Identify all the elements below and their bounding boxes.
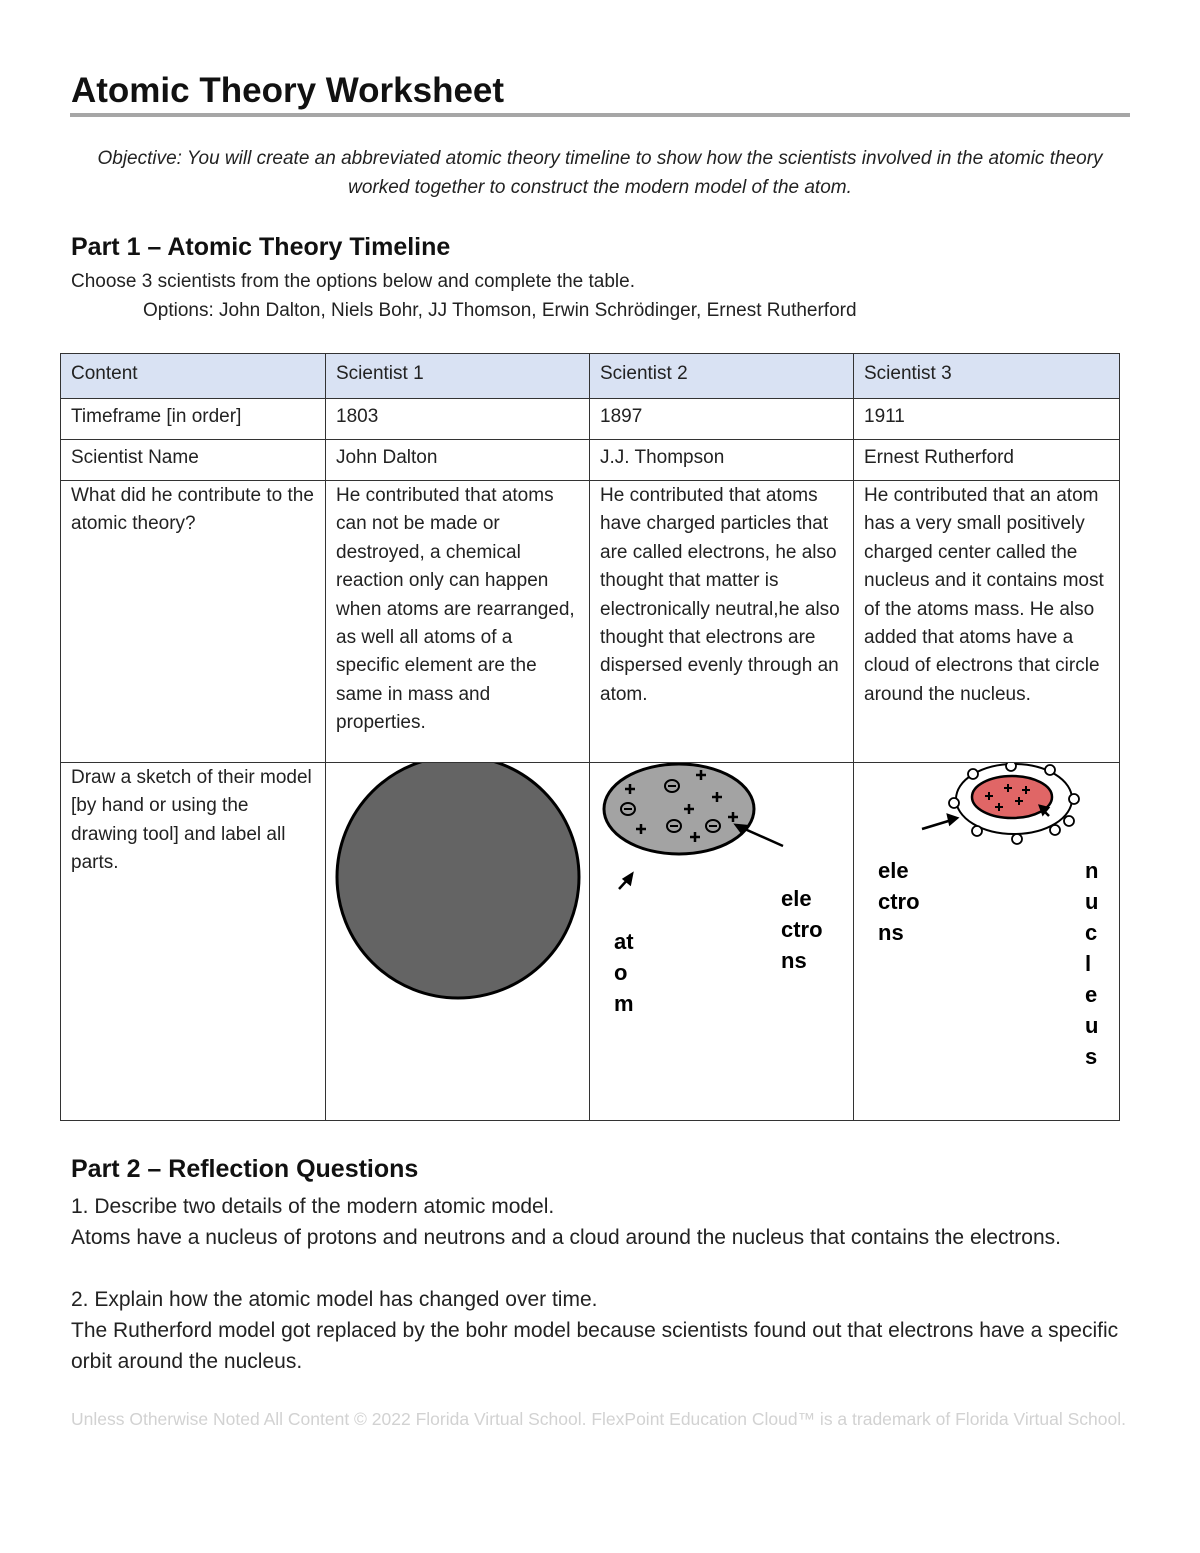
part1-options: Options: John Dalton, Niels Bohr, JJ Thomson, Erwin Schrödinger, Ernest Rutherford [143, 300, 857, 321]
svg-text:o: o [614, 960, 628, 985]
question-1: 1. Describe two details of the modern atomic model. [71, 1195, 555, 1218]
svg-text:m: m [614, 991, 634, 1016]
table-header-row [61, 354, 1120, 399]
header-cell: Scientist 2 [590, 354, 854, 399]
table-cell[interactable]: 1897 [590, 399, 854, 440]
svg-text:ctro: ctro [878, 889, 920, 914]
atom-label [614, 929, 634, 1016]
row-label [61, 763, 326, 1121]
rutherford-sketch-cell[interactable] [854, 763, 1120, 1121]
title-divider [70, 113, 1130, 117]
atom-arrow [619, 874, 632, 889]
copyright-footer: Unless Otherwise Noted All Content © 2022 Florida Virtual School. FlexPoint Education Cloud™ is a trademark of Florida Virtual School. [71, 1409, 1126, 1429]
table-cell[interactable]: He contributed that atoms can not be made or destroyed, a chemical reaction only can happen when atoms are rearranged, as well all atoms of a specific element are the same in mass and properties. [326, 481, 590, 763]
rutherford-sketch [854, 763, 1120, 1120]
nucleus [972, 776, 1052, 818]
svg-text:e: e [1085, 982, 1098, 1007]
orbit-arrow [922, 815, 957, 829]
part1-instruction: Choose 3 scientists from the options below and complete the table. [71, 271, 635, 292]
svg-text:u: u [1085, 1013, 1099, 1038]
dalton-sketch-cell[interactable] [326, 763, 590, 1121]
svg-text:l: l [1085, 951, 1092, 976]
electrons-label [781, 886, 823, 973]
electron-arrow [736, 825, 783, 846]
contribution-row [61, 481, 1120, 763]
header-cell: Content [61, 354, 326, 399]
header-cell: Scientist 1 [326, 354, 590, 399]
header-cell: Scientist 3 [854, 354, 1120, 399]
svg-text:ele: ele [781, 886, 812, 911]
sketch-row [61, 763, 1120, 1121]
page-title: Atomic Theory Worksheet [71, 71, 505, 110]
svg-text:ele: ele [878, 858, 909, 883]
dalton-sketch [326, 763, 590, 1120]
answer-1[interactable]: Atoms have a nucleus of protons and neutrons and a cloud around the nucleus that contains the electrons. [71, 1226, 1061, 1249]
answer-2[interactable]: The Rutherford model got replaced by the bohr model because scientists found out that electrons have a specific orbit around the nucleus. [71, 1319, 1119, 1373]
row-label: What did he contribute to the atomic theory? [61, 481, 326, 763]
svg-text:ns: ns [781, 948, 807, 973]
sketch-instruction: Draw a sketch of their model [by hand or using the drawing tool] and label all parts. [71, 767, 312, 874]
svg-text:ns: ns [878, 920, 904, 945]
svg-text:ctro: ctro [781, 917, 823, 942]
table-cell[interactable]: John Dalton [326, 440, 590, 481]
table-cell[interactable]: He contributed that atoms have charged particles that are called electrons, he also thought that matter is electronically neutral,he also thought that electrons are dispersed evenly through an atom. [590, 481, 854, 763]
thomson-sketch-cell[interactable] [590, 763, 854, 1121]
table-cell[interactable]: 1803 [326, 399, 590, 440]
row-label: Scientist Name [61, 440, 326, 481]
dalton-solid-sphere [337, 763, 579, 998]
svg-text:c: c [1085, 920, 1098, 945]
nucleus-label [1085, 858, 1098, 1069]
table-cell[interactable]: J.J. Thompson [590, 440, 854, 481]
thomson-sketch [590, 763, 854, 1120]
table-cell[interactable]: He contributed that an atom has a very small positively charged center called the nucleus and it contains most of the atoms mass. He also added that atoms have a cloud of electrons that circle around the nucleus. [854, 481, 1120, 763]
objective-text: Objective: You will create an abbreviated atomic theory timeline to show how the scientists involved in the atomic theory worked together to construct the modern model of the atom. [97, 148, 1103, 198]
table-cell[interactable]: 1911 [854, 399, 1120, 440]
nucleus-arrow [1040, 806, 1049, 816]
timeframe-row [61, 399, 1120, 440]
part2-heading: Part 2 – Reflection Questions [71, 1155, 419, 1183]
table-cell[interactable]: Ernest Rutherford [854, 440, 1120, 481]
svg-text:s: s [1085, 1044, 1098, 1069]
svg-text:n: n [1085, 858, 1099, 883]
svg-text:u: u [1085, 889, 1099, 914]
timeline-table [60, 353, 1120, 1121]
electrons-label [878, 858, 920, 945]
row-label: Timeframe [in order] [61, 399, 326, 440]
part1-heading: Part 1 – Atomic Theory Timeline [71, 233, 451, 261]
scientist-name-row [61, 440, 1120, 481]
question-2: 2. Explain how the atomic model has changed over time. [71, 1288, 598, 1311]
svg-text:at: at [614, 929, 634, 954]
